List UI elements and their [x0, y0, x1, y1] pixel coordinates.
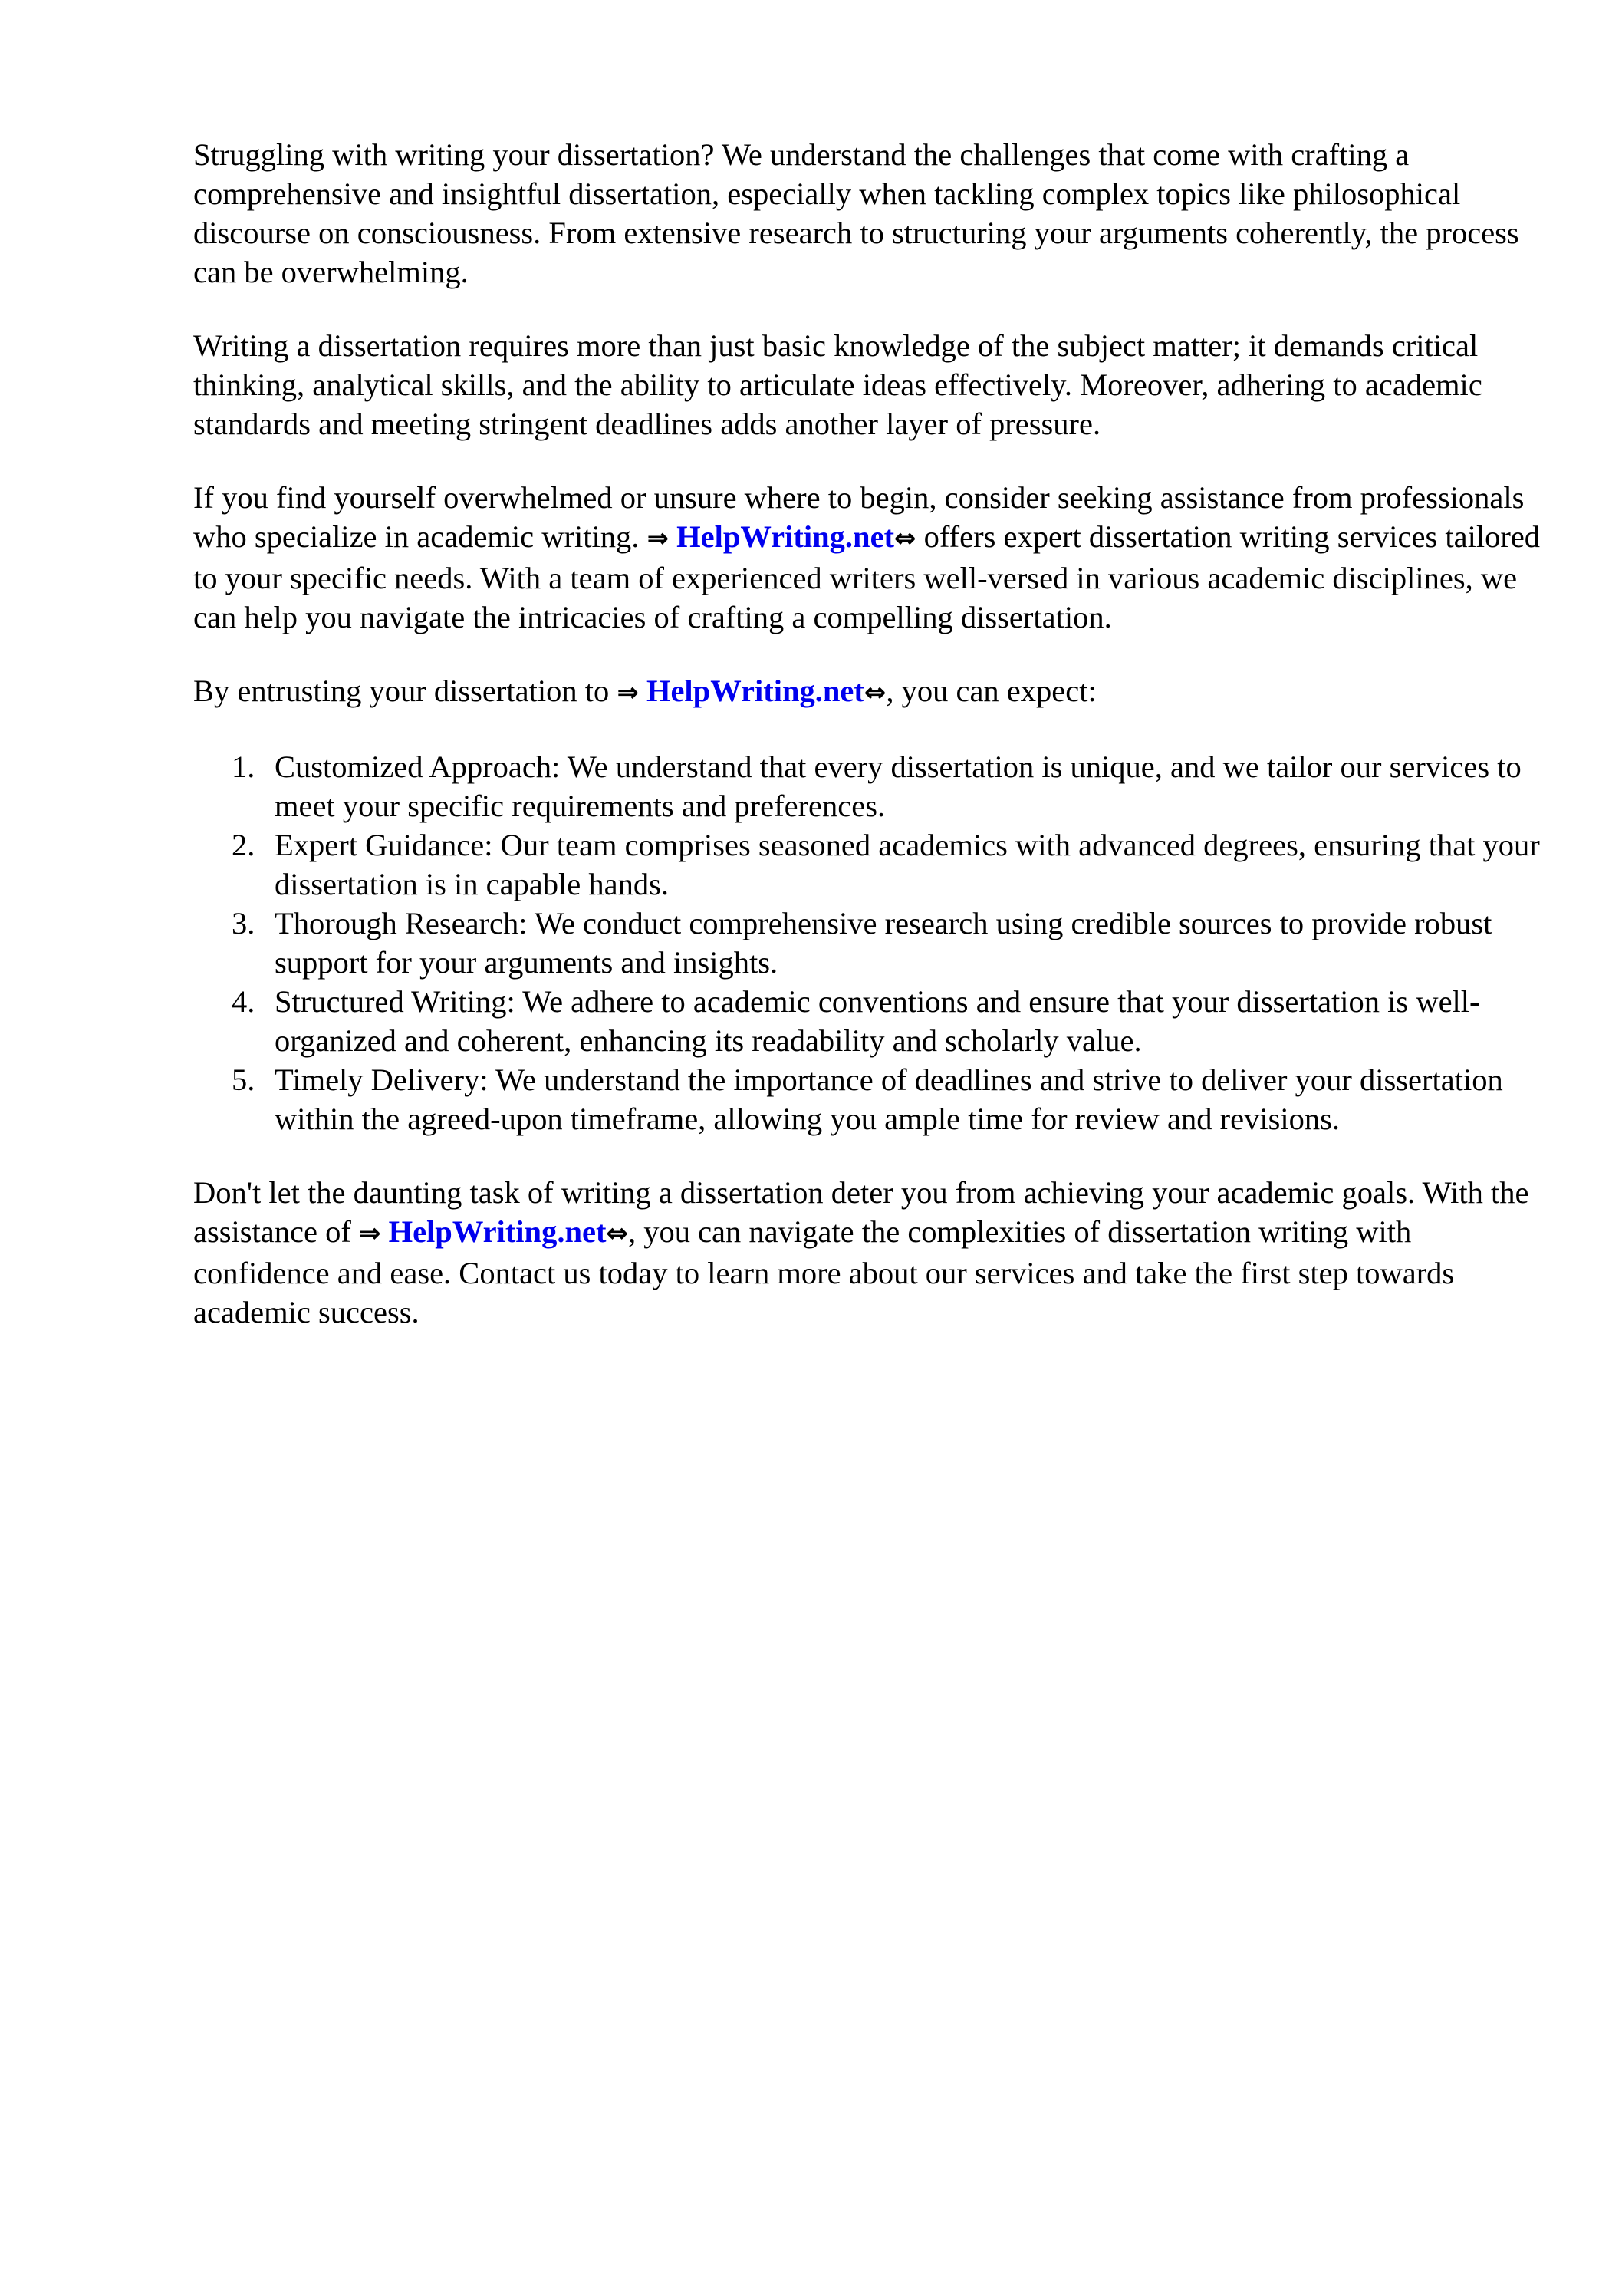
- list-item-text: Thorough Research: We conduct comprehensive research using credible sources to provide robust support for your arguments and insights.: [275, 906, 1492, 980]
- list-item-number: 2.: [232, 828, 255, 862]
- expect-text-after: , you can expect:: [886, 674, 1097, 708]
- document-page: [193, 135, 1555, 1366]
- list-item-number: 3.: [232, 906, 255, 940]
- closing-text-after: , you can navigate the complexities of dissertation writing with confidence and ease. Contact us today to learn more about our services and take the first step towards academic success.: [193, 1214, 1455, 1329]
- list-item-text: Structured Writing: We adhere to academic conventions and ensure that your dissertation is well-organized and coherent, enhancing its readability and scholarly value.: [275, 984, 1480, 1058]
- list-item: [232, 904, 1555, 982]
- list-item: [232, 1060, 1555, 1138]
- list-item-number: 1.: [232, 749, 255, 784]
- right-double-arrow-icon: ⇒: [646, 523, 670, 554]
- left-right-double-arrow-icon: ⇔: [606, 1218, 628, 1249]
- closing-paragraph: [193, 1173, 1555, 1332]
- helpwriting-link[interactable]: HelpWriting.net: [388, 1214, 607, 1249]
- expect-text-before: By entrusting your dissertation to: [193, 674, 617, 708]
- benefits-list: [193, 747, 1555, 1138]
- list-item-number: 4.: [232, 984, 255, 1019]
- assistance-text-before: If you find yourself overwhelmed or unsure where to begin, consider seeking assistance from professionals who specialize in academic writing.: [193, 480, 1525, 554]
- right-double-arrow-icon: ⇒: [617, 677, 639, 708]
- right-double-arrow-icon: ⇒: [358, 1218, 381, 1249]
- left-right-double-arrow-icon: ⇔: [864, 677, 887, 708]
- helpwriting-link[interactable]: HelpWriting.net: [646, 674, 864, 708]
- list-item: [232, 825, 1555, 904]
- intro-paragraph: Struggling with writing your dissertation? We understand the challenges that come with crafting a comprehensive and insightful dissertation, especially when tackling complex topics like philosophical discourse on consciousness. From extensive research to structuring your arguments coherently, the process can be overwhelming.: [193, 137, 1519, 289]
- list-item: [232, 982, 1555, 1060]
- list-item-text: Timely Delivery: We understand the importance of deadlines and strive to deliver your dissertation within the agreed-upon timeframe, allowing you ample time for review and revisions.: [275, 1062, 1503, 1136]
- list-item-number: 5.: [232, 1062, 255, 1097]
- helpwriting-link[interactable]: HelpWriting.net: [676, 519, 895, 554]
- closing-text-before: Don't let the daunting task of writing a dissertation deter you from achieving your academic goals. With the assistance of: [193, 1175, 1529, 1249]
- expect-paragraph: [193, 671, 1555, 713]
- list-item-text: Customized Approach: We understand that every dissertation is unique, and we tailor our services to meet your specific requirements and preferences.: [275, 749, 1522, 823]
- list-item-text: Expert Guidance: Our team comprises seasoned academics with advanced degrees, ensuring that your dissertation is in capable hands.: [275, 828, 1540, 901]
- left-right-double-arrow-icon: ⇔: [894, 523, 916, 554]
- assistance-paragraph: [193, 478, 1555, 637]
- list-item: [232, 747, 1555, 825]
- assistance-text-after: offers expert dissertation writing services tailored to your specific needs. With a team of experienced writers well-versed in various academic disciplines, we can help you navigate the intricacies of crafting a compelling dissertation.: [193, 519, 1541, 634]
- requirements-paragraph: Writing a dissertation requires more than just basic knowledge of the subject matter; it demands critical thinking, analytical skills, and the ability to articulate ideas effectively. Moreover, adhering to academic standards and meeting stringent deadlines adds another layer of pressure.: [193, 328, 1482, 441]
